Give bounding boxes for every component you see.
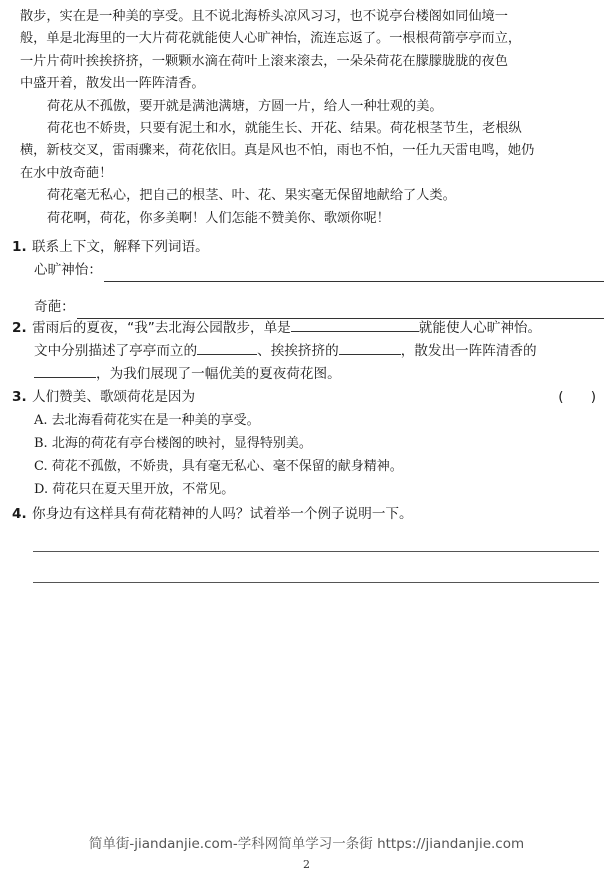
- question-text: 就能使人心旷神怡。: [418, 320, 542, 336]
- question-number: 1.: [12, 239, 27, 255]
- question-text: 文中分别描述了亭亭而立的: [34, 343, 198, 359]
- footer-watermark: 简单街-jiandanjie.com-学科网简单学习一条街 https://jiandanjie.com: [88, 836, 525, 852]
- answer-blank[interactable]: [104, 265, 604, 282]
- passage-line: 荷花也不娇贵，只要有泥土和水，就能生长、开花、结果。荷花根茎节生，老根纵: [47, 120, 522, 136]
- term-row: [12, 296, 604, 319]
- passage-line: 荷花从不孤傲，要开就是满池满塘，方圆一片，给人一种壮观的美。: [47, 98, 443, 114]
- answer-blank[interactable]: [197, 340, 257, 355]
- passage-line: 荷花啊，荷花，你多美啊！人们怎能不赞美你、歌颂你呢！: [47, 210, 390, 226]
- question-text: ，散发出一阵阵清香的: [400, 343, 537, 359]
- answer-blank[interactable]: [339, 340, 401, 355]
- term-label: 心旷神怡：: [34, 262, 102, 278]
- answer-blank[interactable]: [291, 317, 419, 332]
- reading-passage: [20, 6, 600, 230]
- question-number: 3.: [12, 389, 27, 405]
- passage-line: 般，单是北海里的一大片荷花就能使人心旷神怡，流连忘返了。一根根荷箭亭亭而立，: [20, 31, 522, 47]
- question-3: [12, 386, 604, 501]
- question-2: [12, 317, 604, 386]
- answer-line[interactable]: [33, 582, 599, 583]
- passage-line: 中盛开着，散发出一阵阵清香。: [20, 76, 205, 92]
- question-1: [12, 236, 604, 319]
- passage-line: 在水中放奇葩！: [20, 165, 113, 181]
- passage-line: 横，新枝交叉，雷雨骤来，荷花依旧。真是风也不怕，雨也不怕，一任九天雷电鸣，她仍: [20, 143, 535, 159]
- term-row: [12, 259, 604, 282]
- question-text: 雷雨后的夏夜，“我”去北海公园散步，单是: [32, 320, 291, 336]
- option-b[interactable]: B. 北海的荷花有亭台楼阁的映衬，显得特别美。: [34, 436, 312, 451]
- answer-parentheses[interactable]: ( ): [558, 389, 596, 405]
- answer-blank[interactable]: [34, 363, 96, 378]
- question-text: 、挨挨挤挤的: [257, 343, 339, 359]
- question-number: 2.: [12, 320, 27, 336]
- question-number: 4.: [12, 506, 27, 522]
- option-c[interactable]: C. 荷花不孤傲，不娇贵，具有毫无私心、毫不保留的献身精神。: [34, 459, 403, 474]
- option-a[interactable]: A. 去北海看荷花实在是一种美的享受。: [34, 413, 260, 428]
- passage-line: 一片片荷叶挨挨挤挤，一颗颗水滴在荷叶上滚来滚去，一朵朵荷花在朦朦胧胧的夜色: [20, 53, 508, 69]
- question-text: 人们赞美、歌颂荷花是因为: [32, 389, 196, 405]
- question-text: 你身边有这样具有荷花精神的人吗？试着举一个例子说明一下。: [32, 506, 413, 522]
- passage-line: 散步，实在是一种美的享受。且不说北海桥头凉风习习，也不说亭台楼阁如同仙境一: [20, 9, 508, 24]
- passage-line: 荷花毫无私心，把自己的根茎、叶、花、果实毫无保留地献给了人类。: [47, 188, 456, 204]
- question-text: ，为我们展现了一幅优美的夏夜荷花图。: [96, 366, 341, 382]
- term-label: 奇葩：: [34, 299, 75, 315]
- option-d[interactable]: D. 荷花只在夏天里开放，不常见。: [34, 482, 235, 497]
- question-4: [12, 503, 604, 526]
- question-text: 联系上下文，解释下列词语。: [32, 239, 209, 255]
- answer-line[interactable]: [33, 551, 599, 552]
- page-number: 2: [303, 858, 310, 871]
